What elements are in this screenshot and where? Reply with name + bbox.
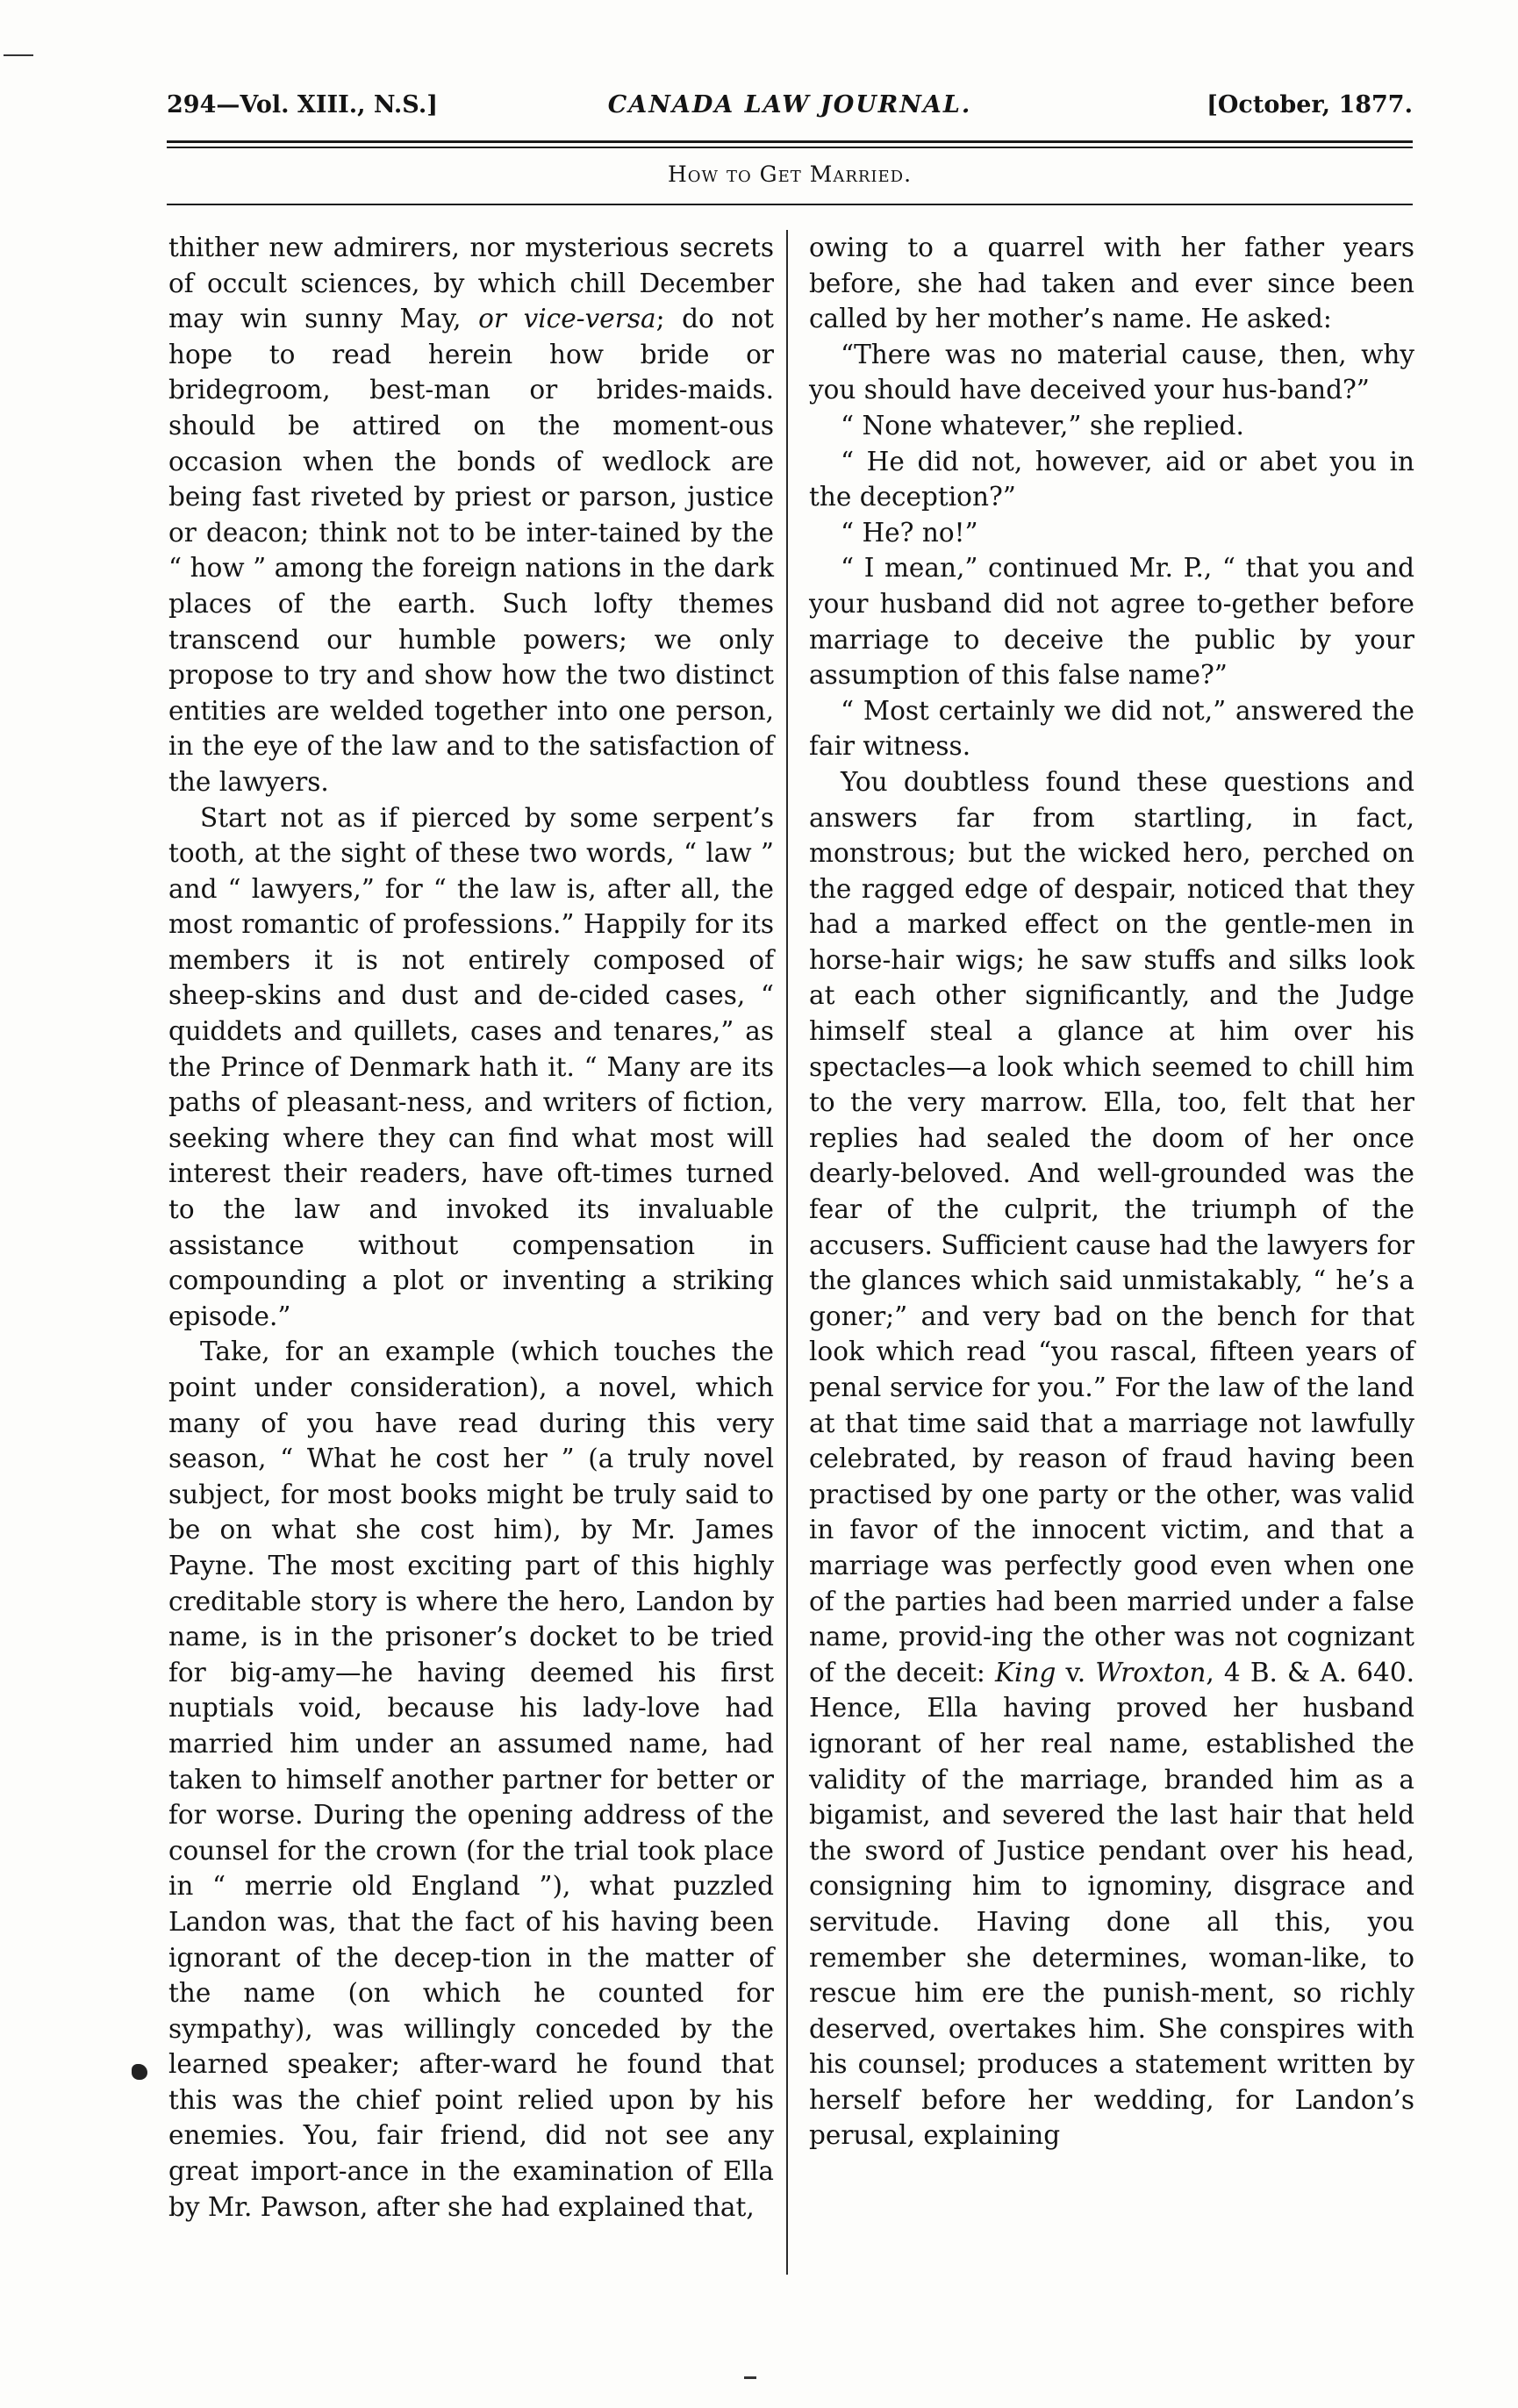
scan-mark [4, 54, 33, 56]
paragraph: thither new admirers, nor mysterious secrets of occult sciences, by which chill December may win sunny May, or vice-versa; do not hope to read herein how bride or bridegroom, best-man or brides-maids. should be attired on the moment-ous occasion when the bonds of wedlock are being fast riveted by priest or parson, justice or deacon; think not to be inter-tained by the “ how ” among the foreign nations in the dark places of the earth. Such lofty themes transcend our humble powers; we only propose to try and show how the two distinct entities are welded together into one person, in the eye of the law and to the satisfaction of the lawyers. [168, 233, 774, 797]
paragraph: “ He did not, however, aid or abet you in the deception?” [809, 446, 1414, 512]
paragraph: Start not as if pierced by some serpent’s tooth, at the sight of these two words, “ law ” and “ lawyers,” for “ the law is, after all, the most romantic of professions.” Happily for its members it is not entirely composed of sheep-skins and dust and de-cided cases, “ quiddets and quillets, cases and tenares,” as the Prince of Denmark hath it. “ Many are its paths of pleasant-ness, and writers of fiction, seeking where they can find what most will interest their readers, have oft-times turned to the law and invoked its invaluable assistance without compensation in compounding a plot or inventing a striking episode.” [168, 802, 774, 1331]
paragraph: Take, for an example (which touches the point under consideration), a novel, which many of you have read during this very season, “ What he cost her ” (a truly novel subject, for most books might be truly said to be on what she cost him), by Mr. James Payne. The most exciting part of this highly creditable story is where the hero, Landon by name, is in the prisoner’s docket to be tried for big-amy—he having deemed his first nuptials void, because his lady-love had married him under an assumed name, had taken to himself another partner for better or for worse. During the opening address of the counsel for the crown (for the trial took place in “ merrie old England ”), what puzzled Landon was, that the fact of his having been ignorant of the decep-tion in the matter of the name (on which he counted for sympathy), was willingly conceded by the learned speaker; after-ward he found that this was the chief point relied upon by his enemies. You, fair friend, did not see any great import-ance in the examination of Ella by Mr. Pawson, after she had explained that, [168, 1337, 774, 2222]
left-column [168, 230, 774, 2225]
paragraph: “ Most certainly we did not,” answered the fair witness. [809, 695, 1414, 762]
running-header [167, 88, 1413, 126]
paragraph: owing to a quarrel with her father years before, she had taken and ever since been called by her mother’s name. He asked: [809, 233, 1414, 334]
paragraph: You doubtless found these questions and answers far from startling, in fact, monstrous; but the wicked hero, perched on the ragged edge of despair, noticed that they had a marked effect on the gentle-men in horse-hair wigs; he saw stuffs and silks look at each other significantly, and the Judge himself steal a glance at him over his spectacles—a look which seemed to chill him to the very marrow. Ella, too, felt that her replies had sealed the doom of her once dearly-beloved. And well-grounded was the fear of the culprit, the triumph of the accusers. Sufficient cause had the lawyers for the glances which said unmistakably, “ he’s a goner;” and very bad on the bench for that look which read “you rascal, fifteen years of penal service for you.” For the law of the land at that time said that a marriage not lawfully celebrated, by reason of fraud having been practised by one party or the other, was valid in favor of the innocent victim, and that a marriage was perfectly good even when one of the parties had been married under a false name, provid-ing the other was not cognizant of the deceit: King v. Wroxton, 4 B. & A. 640. Hence, Ella having proved her husband ignorant of her real name, established the validity of the marriage, branded him as a bigamist, and severed the last hair that held the sword of Justice pendant over his head, consigning him to ignominy, disgrace and servitude. Having done all this, you remember she determines, woman-like, to rescue him ere the punish-ment, so richly deserved, overtakes him. She conspires with his counsel; produces a statement written by herself before her wedding, for Landon’s perusal, explaining [809, 766, 1414, 2151]
title-rule [167, 204, 1413, 205]
column-divider [786, 230, 788, 2275]
margin-ink-blot [132, 2064, 147, 2080]
header-rule-thick [167, 140, 1413, 143]
paragraph: “ I mean,” continued Mr. P., “ that you and your husband did not agree to-gether before marriage to deceive the public by your assumption of this false name?” [809, 553, 1414, 691]
right-column [809, 230, 1414, 2154]
paragraph: “ None whatever,” she replied. [841, 410, 1244, 441]
article-title: How to Get Married. [667, 161, 913, 187]
issue-date: [October, 1877. [1207, 91, 1413, 118]
paragraph: “ He? no!” [841, 517, 978, 548]
footer-mark [744, 2376, 756, 2379]
journal-title: CANADA LAW JOURNAL. [607, 91, 972, 118]
paragraph: “There was no material cause, then, why you should have deceived your hus-band?” [809, 339, 1414, 405]
page-volume-label: 294—Vol. XIII., N.S.] [167, 91, 438, 118]
header-rule-thin [167, 147, 1413, 148]
